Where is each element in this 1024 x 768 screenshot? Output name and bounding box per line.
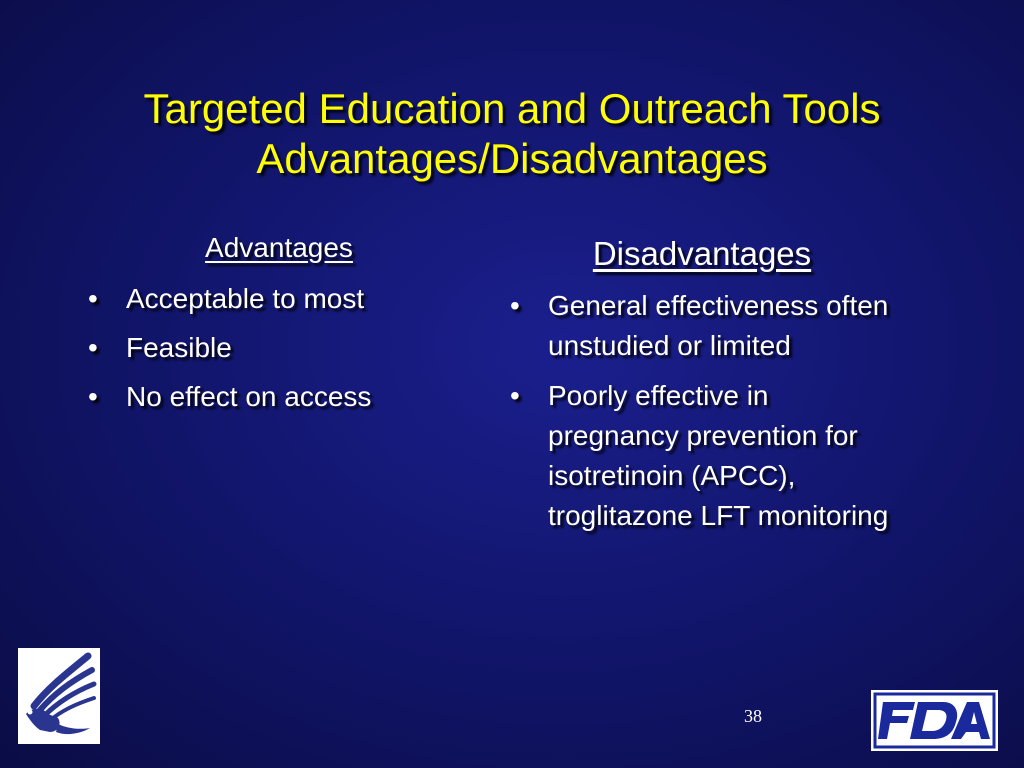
list-item-text: General effectiveness often unstudied or limited <box>548 290 889 361</box>
list-item <box>78 281 478 317</box>
bullet-icon: • <box>510 380 520 411</box>
slide-title-line-1: Targeted Education and Outreach Tools <box>143 85 881 132</box>
bullet-icon: • <box>510 290 520 321</box>
bullet-icon: • <box>88 283 98 314</box>
bullet-icon: • <box>88 381 98 412</box>
disadvantages-column <box>500 232 900 536</box>
list-item <box>500 376 900 536</box>
list-item <box>78 379 478 415</box>
hhs-eagle-logo-icon <box>18 648 100 744</box>
list-item-text: Poorly effective in pregnancy prevention for isotretinoin (APCC), troglitazone LFT monitoring <box>548 380 889 531</box>
list-item-text: Acceptable to most <box>126 283 365 314</box>
fda-logo-svg <box>871 690 998 751</box>
page-number: 38 <box>744 706 762 726</box>
disadvantages-heading: Disadvantages <box>592 235 812 272</box>
list-item-text: Feasible <box>126 332 232 363</box>
list-item-text: No effect on access <box>126 381 372 412</box>
bullet-icon: • <box>88 332 98 363</box>
disadvantages-list <box>500 286 900 536</box>
slide-title <box>60 84 964 184</box>
advantages-list <box>78 281 478 415</box>
advantages-column <box>78 228 478 415</box>
list-item <box>500 286 900 366</box>
slide-title-line-2: Advantages/Disadvantages <box>256 135 768 182</box>
hhs-eagle-logo-svg <box>18 648 100 744</box>
fda-logo-icon <box>871 690 998 751</box>
advantages-heading: Advantages <box>205 232 353 263</box>
list-item <box>78 330 478 366</box>
